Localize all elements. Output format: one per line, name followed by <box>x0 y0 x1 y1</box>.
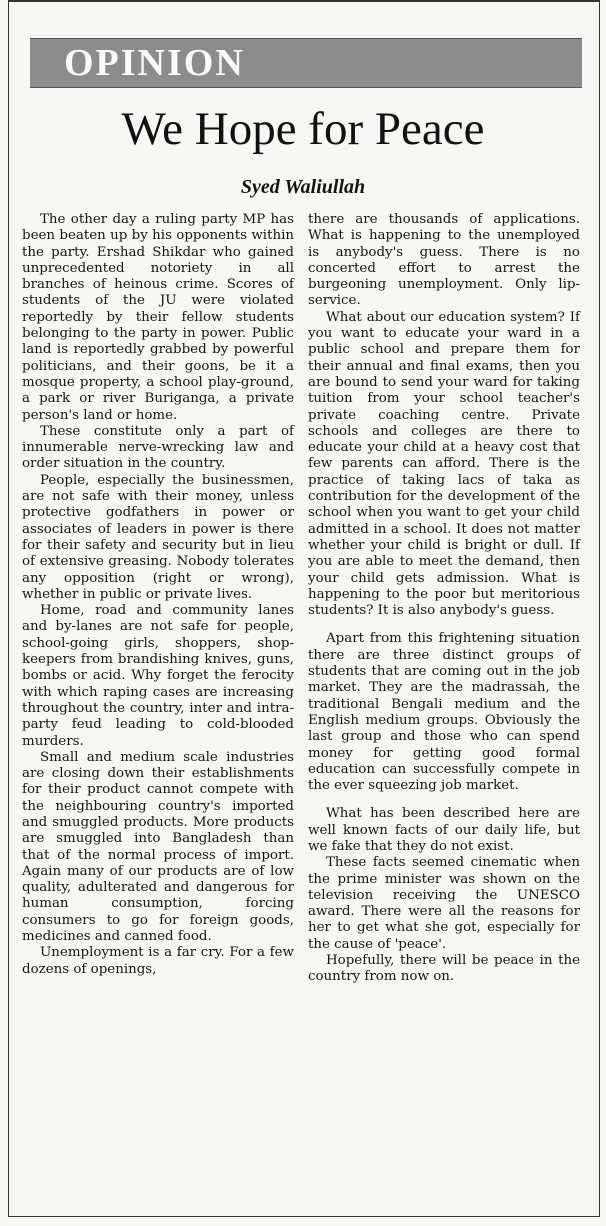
headline: We Hope for Peace <box>121 103 485 155</box>
paragraph: Unemployment is a far cry. For a few dozens of openings, <box>22 945 294 977</box>
paragraph: What about our education system? If you want to educate your ward in a public school and prepare them for their annual and final exams, then you are bound to send your ward for taking tuition from your school teacher's private coaching centre. Private schools and colleges are there to educate your child at a heavy cost that few parents can afford. There is the practice of taking lacs of taka as contribution for the development of the school when you want to get your child admitted in a school. It does not matter whether your child is bright or dull. If you are able to meet the demand, then your child gets admission. What is happening to the poor but meritorious students? It is also anybody's guess. <box>308 309 580 619</box>
byline: Syed Waliullah <box>240 176 366 198</box>
section-banner <box>30 38 582 88</box>
section-label: OPINION <box>64 42 245 84</box>
paragraph: People, especially the businessmen, are not safe with their money, unless protective godfathers in power or associates of leaders in power is there for their safety and security but in lieu of extensive greasing. Nobody tolerates any opposition (right or wrong), whether in public or private lives. <box>22 472 294 602</box>
column-left <box>22 212 294 1202</box>
paragraph: These constitute only a part of innumerable nerve-wrecking law and order situation in the country. <box>22 423 294 472</box>
paragraph: Home, road and community lanes and by-lanes are not safe for people, school-going girls, shoppers, shop-keepers from brandishing knives, guns, bombs or acid. Why forget the ferocity with which raping cases are increasing throughout the country, inter and intra-party feud leading to cold-blooded murders. <box>22 603 294 749</box>
column-right <box>308 212 580 1202</box>
paragraph: Apart from this frightening situation there are three distinct groups of students that are coming out in the job market. They are the madrassah, the traditional Bengali medium and the English medium groups. Obviously the last group and those who can spend money for getting good formal education can successfully compete in the ever squeezing job market. <box>308 631 580 794</box>
paragraph: What has been described here are well known facts of our daily life, but we fake that they do not exist. <box>308 806 580 854</box>
paragraph: there are thousands of applications. What is happening to the unemployed is anybody's guess. There is no concerted effort to arrest the burgeoning unemployment. Only lip-service. <box>308 212 580 309</box>
paragraph: The other day a ruling party MP has been beaten up by his opponents within the party. Ershad Shikdar who gained unprecedented notoriety in all branches of heinous crime. Scores of students of the JU were violated reportedly by their fellow students belonging to the party in power. Public land is reportedly grabbed by powerful politicians, and their goons, be it a mosque property, a school play-ground, a park or river Buriganga, a private person's land or home. <box>22 212 294 423</box>
paragraph: These facts seemed cinematic when the prime minister was shown on the television receiving the UNESCO award. There were all the reasons for her to get what she got, especially for the cause of 'peace'. <box>308 855 580 952</box>
paragraph: Small and medium scale industries are closing down their establishments for their product cannot compete with the neighbouring country's imported and smuggled products. More products are smuggled into Bangladesh than that of the normal process of import. Again many of our products are of low quality, adulterated and dangerous for human consumption, forcing consumers to go for foreign goods, medicines and canned food. <box>22 749 294 945</box>
paragraph: Hopefully, there will be peace in the country from now on. <box>308 953 580 985</box>
